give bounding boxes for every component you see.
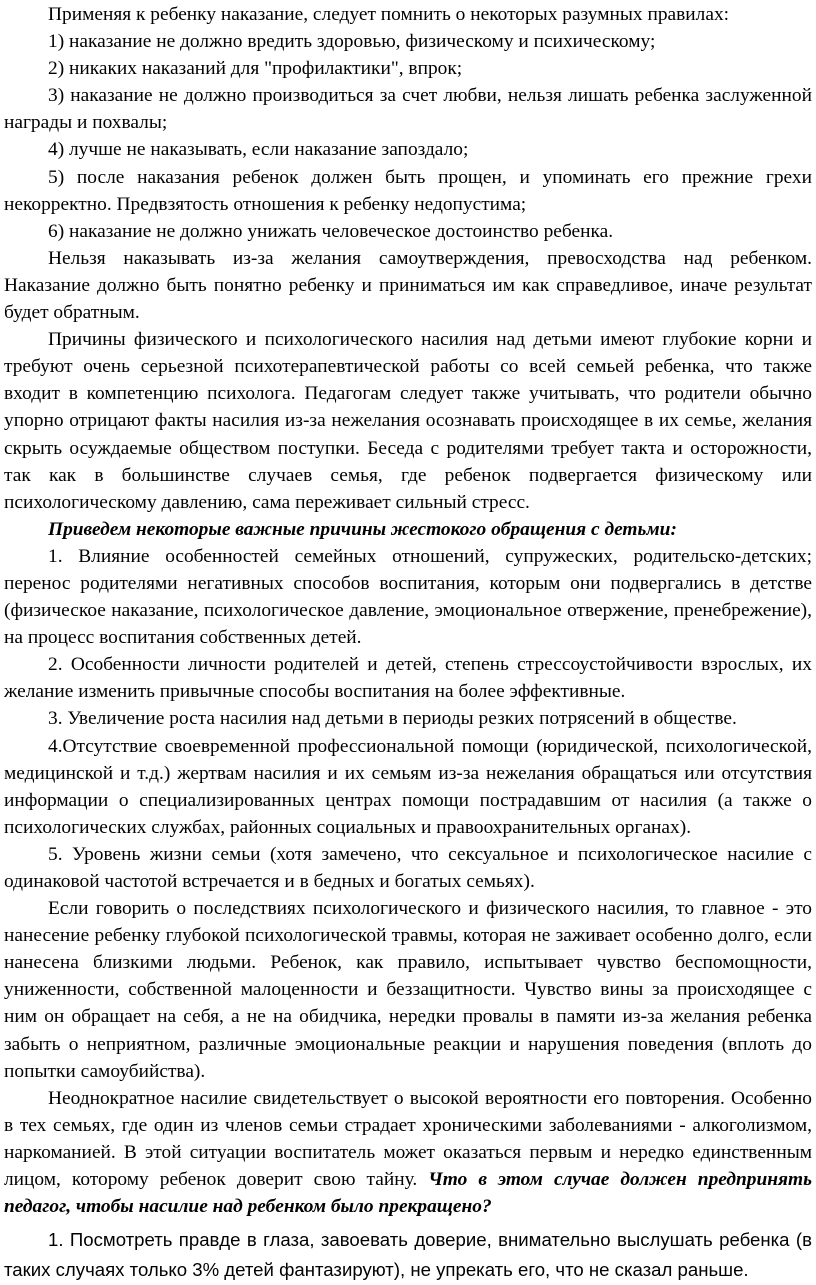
rule-6: 6) наказание не должно унижать человеческое достоинство ребенка. [48,220,614,242]
cause-1: 1. Влияние особенностей семейных отношений, супружеских, родительско-детских; перенос родителями негативных способов воспитания, которым они подвергались в детстве (физическое наказание, психологическое давление, эмоциональное отвержение, пренебрежение), на процесс воспитания собственных детей. [4,545,812,649]
cause-3: 3. Увеличение роста насилия над детьми в периоды резких потрясений в обществе. [48,708,737,730]
cause-2: 2. Особенности личности родителей и детей, степень стрессоустойчивости взрослых, их желание изменить привычные способы воспитания на более эффективные. [4,654,812,703]
paragraph-repeat [4,1085,812,1220]
rule-5: 5) после наказания ребенок должен быть прощен, и упоминать его прежние грехи некорректно. Предвзятость отношения к ребенку недопустима; [4,166,812,215]
rule-4: 4) лучше не наказывать, если наказание запоздало; [48,139,469,161]
rule-2: 2) никаких наказаний для "профилактики", впрок; [48,58,463,80]
question-text: Что в этом случае должен предпринять педагог, чтобы насилие над ребенком было прекращено? [4,1169,812,1218]
rule-3: 3) наказание не должно производиться за счет любви, нельзя лишать ребенка заслуженной награды и похвалы; [4,85,812,134]
section-heading: Приведем некоторые важные причины жестокого обращения с детьми: [48,518,677,540]
paragraph-consequences: Если говорить о последствиях психологического и физического насилия, то главное - это нанесение ребенку глубокой психологической травмы, которая не заживает особенно долго, если нанесена близкими людьми. Ребенок, как правило, испытывает чувство беспомощности, униженности, собственной малоценности и беззащитности. Чувство вины за происходящее с ним он обращает на себя, а не на обидчика, нередки провалы в памяти из-за желания ребенка забыть о неприятном, различные эмоциональные реакции и нарушения поведения (вплоть до попытки самоубийства). [4,898,812,1082]
cause-4: 4.Отсутствие своевременной профессиональной помощи (юридической, психологической, медицинской и т.д.) жертвам насилия и их семьям из-за нежелания обращаться или отсутствия информации о специализированных центрах помощи пострадавшим от насилия (а также о психологических службах, районных социальных и правоохранительных органах). [4,735,812,838]
paragraph-self-assertion: Нельзя наказывать из-за желания самоутверждения, превосходства над ребенком. Наказание должно быть понятно ребенку и приниматься им как справедливое, иначе результат будет обратным. [4,247,812,324]
cause-5: 5. Уровень жизни семьи (хотя замечено, что сексуальное и психологическое насилие с одинаковой частотой встречается и в бедных и богатых семьях). [4,843,812,892]
recommendation-1: 1. Посмотреть правде в глаза, завоевать доверие, внимательно выслушать ребенка (в таких случаях только 3% детей фантазируют), не упрекать его, что не сказал раньше. [4,1229,812,1281]
rule-1: 1) наказание не должно вредить здоровью, физическому и психическому; [48,31,656,53]
paragraph-intro: Применяя к ребенку наказание, следует помнить о некоторых разумных правилах: [48,4,730,25]
paragraph-violence-causes: Причины физического и психологического насилия над детьми имеют глубокие корни и требуют очень серьезной психотерапевтической работы со всей семьей ребенка, что также входит в компетенцию психолога. Педагогам следует также учитывать, что родители обычно упорно отрицают факты насилия из-за нежелания осознавать происходящее в их семье, желания скрыть осуждаемые обществом поступки. Беседа с родителями требует такта и осторожности, так как в большинстве случаев семья, где ребенок подвергается физическому или психологическому давлению, сама переживает сильный стресс. [4,329,812,513]
repeat-text: Неоднократное насилие свидетельствует о высокой вероятности его повторения. Особенно в тех семьях, где один из членов семьи страдает хроническими заболеваниями - алкоголизмом, наркоманией. В этой ситуации воспитатель может оказаться первым и нередко единственным лицом, которому ребенок доверит свою тайну. [4,1087,812,1191]
